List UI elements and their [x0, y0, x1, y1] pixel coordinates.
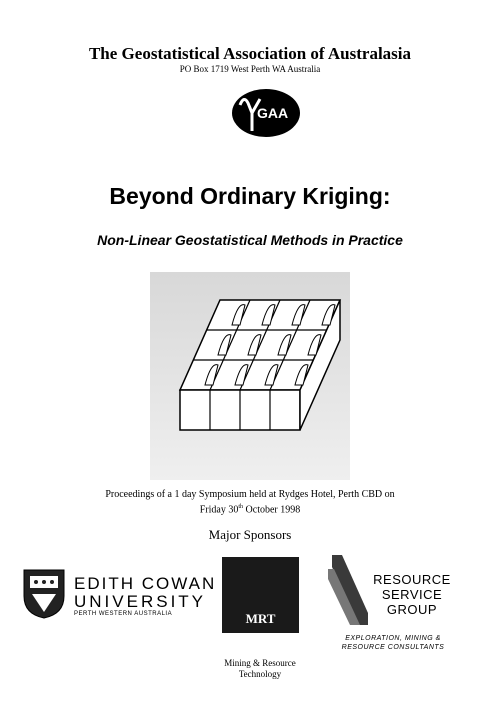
- ecu-logo: [22, 566, 217, 622]
- mrt-caption-line1: Mining & Resource: [224, 658, 296, 668]
- page-title: Beyond Ordinary Kriging:: [109, 183, 391, 209]
- rsg-name-line1: RESOURCE: [373, 572, 451, 587]
- sponsors-heading: Major Sponsors: [208, 527, 292, 542]
- proceedings-line2: Friday 30th October 1998: [199, 504, 301, 516]
- rsg-sub-line1: EXPLORATION, MINING &: [345, 635, 441, 642]
- ecu-name-line2: UNIVERSITY: [74, 592, 207, 611]
- rsg-stripes-icon: [328, 555, 368, 625]
- proceedings-line1: Proceedings of a 1 day Symposium held at Rydges Hotel, Perth CBD on: [105, 489, 395, 500]
- proceedings-text: [0, 489, 500, 516]
- ecu-crest-icon: [22, 568, 66, 620]
- organisation-name: The Geostatistical Association of Australasia: [88, 44, 412, 63]
- page-subtitle: Non-Linear Geostatistical Methods in Practice: [97, 232, 403, 248]
- ecu-subline: PERTH WESTERN AUSTRALIA: [74, 611, 173, 617]
- ecu-name-line1: EDITH COWAN: [74, 574, 217, 593]
- rsg-sub-line2: RESOURCE CONSULTANTS: [341, 644, 445, 651]
- gaa-logo-text: GAA: [257, 105, 289, 121]
- mrt-caption: [200, 658, 320, 680]
- rsg-subtitle: [328, 634, 458, 652]
- gaa-logo: [230, 85, 302, 140]
- block-model-illustration: [150, 272, 350, 480]
- rsg-name-line2: SERVICE: [381, 587, 443, 602]
- organisation-address: PO Box 1719 West Perth WA Australia: [179, 64, 321, 74]
- mrt-logo-text: MRT: [245, 611, 276, 626]
- mrt-logo: [222, 557, 299, 633]
- rsg-name-line3: GROUP: [386, 602, 438, 617]
- rsg-name: [372, 572, 452, 617]
- mrt-caption-line2: Technology: [238, 669, 282, 679]
